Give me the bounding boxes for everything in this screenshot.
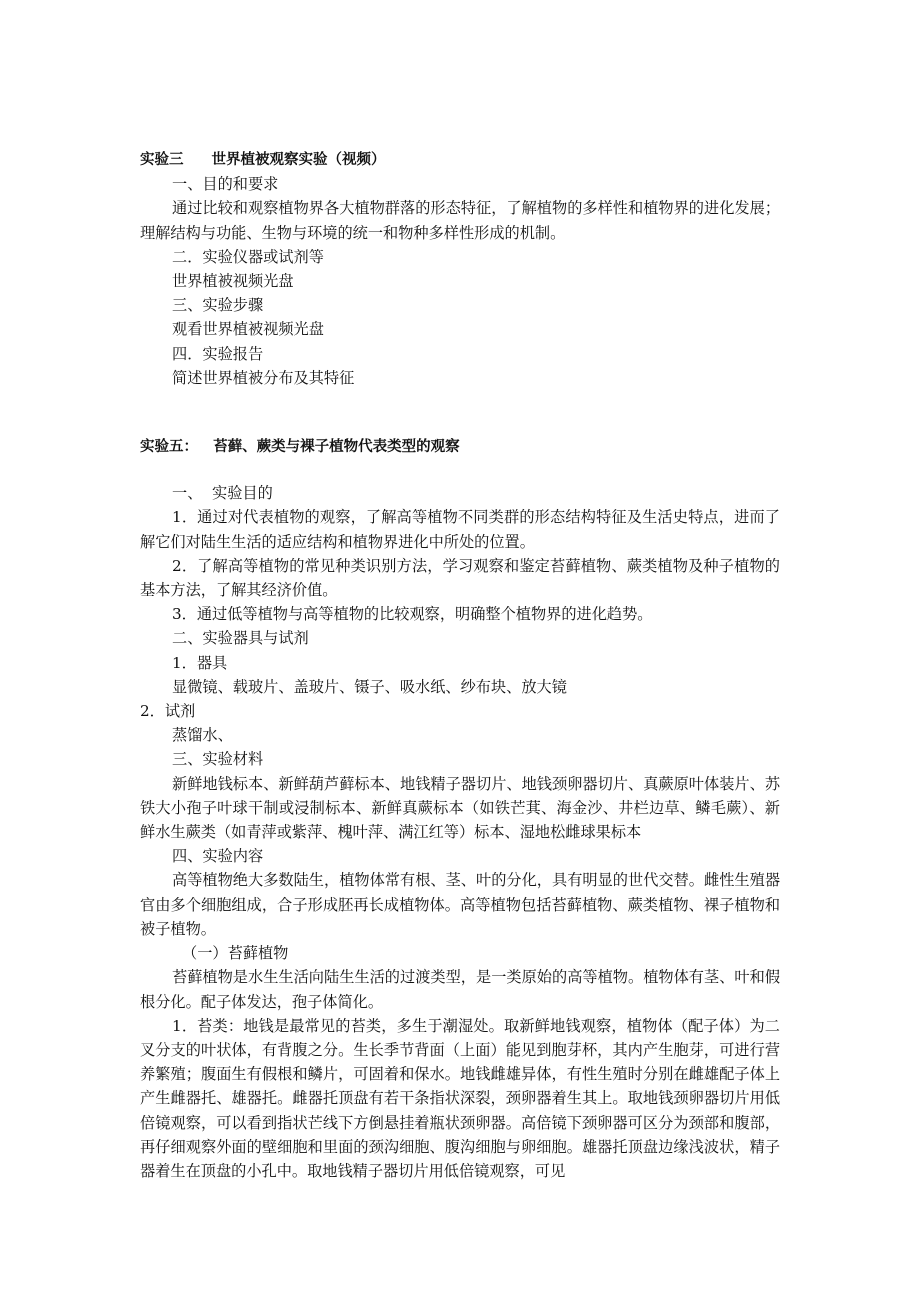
exp5-heading-materials: 三、实验材料 (172, 750, 264, 769)
exp3-heading-report: 四．实验报告 (172, 344, 264, 363)
exp5-purpose-3: 3．通过低等植物与高等植物的比较观察，明确整个植物界的进化趋势。 (172, 605, 653, 624)
exp3-report-text: 简述世界植被分布及其特征 (172, 368, 355, 387)
exp5-bryophytes-intro: 苔藓植物是水生生活向陆生生活的过渡类型，是一类原始的高等植物。植物体有茎、叶和假根分化。配子体发达，孢子体简化。 (140, 968, 780, 1011)
exp5-equipment-sub: 1．器具 (172, 653, 228, 672)
exp5-heading-purpose: 一、 实验目的 (172, 484, 273, 503)
exp5-heading-content: 四、实验内容 (172, 847, 264, 866)
exp5-purpose-1: 1．通过对代表植物的观察，了解高等植物不同类群的形态结构特征及生活史特点，进而了解它们对陆生生活的适应结构和植物界进化中所处的位置。 (140, 508, 780, 551)
exp3-title (140, 148, 780, 172)
exp5-liverworts-text: 1．苔类：地钱是最常见的苔类，多生于潮湿处。取新鲜地钱观察，植物体（配子体）为二叉分支的叶状体，有背腹之分。生长季节背面（上面）能见到胞芽杯，其内产生胞芽，可进行营养繁殖；腹面生有假根和鳞片，可固着和保水。地钱雌雄异体，有性生殖时分别在雌雄配子体上产生雌器托、雄器托。雌器托顶盘有若干条指状深裂，颈卵器着生其上。取地钱颈卵器切片用低倍镜观察，可以看到指状芒线下方倒悬挂着瓶状颈卵器。高倍镜下颈卵器可区分为颈部和腹部，再仔细观察外面的壁细胞和里面的颈沟细胞、腹沟细胞与卵细胞。雄器托顶盘边缘浅波状，精子器着生在顶盘的小孔中。取地钱精子器切片用低倍镜观察，可见 (140, 1016, 780, 1180)
exp3-equipment-text: 世界植被视频光盘 (172, 272, 294, 291)
exp3-purpose-text: 通过比较和观察植物界各大植物群落的形态特征，了解植物的多样性和植物界的进化发展；理解结构与功能、生物与环境的统一和物种多样性形成的机制。 (140, 199, 780, 242)
exp3-heading-purpose: 一、目的和要求 (172, 175, 279, 194)
exp3-heading-steps: 三、实验步骤 (172, 296, 264, 315)
document-body (140, 148, 780, 1183)
exp5-heading-bryophytes: （一）苔藓植物 (182, 944, 289, 963)
exp3-title-name: 世界植被观察实验（视频） (211, 152, 386, 168)
exp3-heading-equipment: 二．实验仪器或试剂等 (172, 247, 324, 266)
exp5-equipment-list: 显微镜、载玻片、盖玻片、镊子、吸水纸、纱布块、放大镜 (172, 677, 567, 696)
exp5-materials-text: 新鲜地钱标本、新鲜葫芦藓标本、地钱精子器切片、地钱颈卵器切片、真蕨原叶体装片、苏铁大小孢子叶球干制或浸制标本、新鲜真蕨标本（如铁芒萁、海金沙、井栏边草、鳞毛蕨）、新鲜水生蕨类（如青萍或紫萍、槐叶萍、满江红等）标本、湿地松雌球果标本 (140, 774, 780, 842)
exp5-reagent-sub: 2．试剂 (140, 702, 196, 721)
exp3-steps-text: 观看世界植被视频光盘 (172, 320, 324, 339)
exp5-reagent-list: 蒸馏水、 (172, 726, 233, 745)
exp5-heading-equipment: 二、实验器具与试剂 (172, 629, 309, 648)
exp5-title: 实验五： 苔藓、蕨类与裸子植物代表类型的观察 (140, 439, 460, 456)
exp3-title-number: 实验三 (140, 152, 184, 168)
exp5-purpose-2: 2．了解高等植物的常见种类识别方法，学习观察和鉴定苔藓植物、蕨类植物及种子植物的基本方法，了解其经济价值。 (140, 556, 780, 600)
exp5-content-intro: 高等植物绝大多数陆生，植物体常有根、茎、叶的分化，具有明显的世代交替。雌性生殖器官由多个细胞组成，合子形成胚再长成植物体。高等植物包括苔藓植物、蕨类植物、裸子植物和被子植物。 (140, 871, 780, 938)
